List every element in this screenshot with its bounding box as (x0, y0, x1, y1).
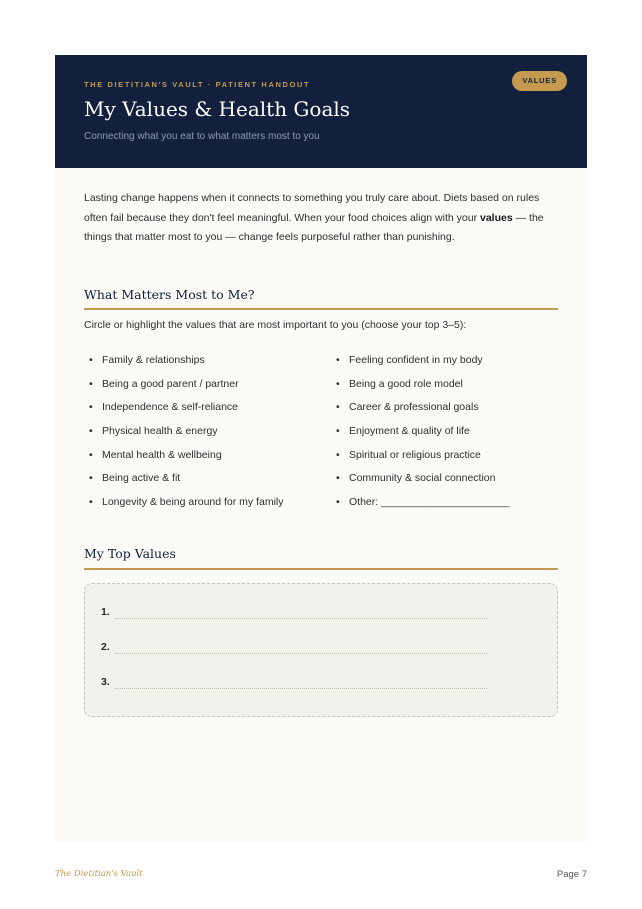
section-title-what-matters: What Matters Most to Me? (84, 287, 255, 302)
handout-page (55, 55, 587, 841)
value-item[interactable]: • Longevity & being around for my family (84, 496, 334, 520)
value-item[interactable]: • Physical health & energy (84, 425, 334, 449)
intro-paragraph (84, 189, 562, 248)
value-item[interactable]: • Independence & self-reliance (84, 401, 334, 425)
value-item[interactable]: • Enjoyment & quality of life (331, 425, 571, 449)
page-subtitle: Connecting what you eat to what matters most to you (84, 131, 320, 142)
header-eyebrow: THE DIETITIAN'S VAULT · PATIENT HANDOUT (84, 80, 311, 89)
value-item[interactable]: • Feeling confident in my body (331, 354, 571, 378)
values-list-right (331, 354, 571, 520)
header-banner (55, 55, 587, 168)
value-item[interactable]: • Spiritual or religious practice (331, 449, 571, 473)
intro-bold-values: values (480, 211, 513, 224)
intro-text-after: — the things that matter most to you — change feels purposeful rather than punishing. (84, 211, 544, 243)
write-in-line[interactable] (115, 653, 487, 654)
section-divider (84, 568, 558, 570)
footer-brand: The Dietitian's Vault (55, 869, 143, 879)
section-divider (84, 308, 558, 310)
values-list-left (84, 354, 334, 520)
value-item[interactable]: • Career & professional goals (331, 401, 571, 425)
value-item[interactable]: • Family & relationships (84, 354, 334, 378)
top-value-line-3[interactable] (101, 676, 110, 692)
value-item[interactable]: • Other: ______________________ (331, 496, 571, 520)
intro-text-before: Lasting change happens when it connects to something you truly care about. Diets based on rules often fail because they don't feel meaningful. When your food choices align with your (84, 192, 540, 224)
page-number: Page 7 (556, 869, 587, 880)
value-item[interactable]: • Community & social connection (331, 472, 571, 496)
value-item[interactable]: • Being a good role model (331, 378, 571, 402)
value-item[interactable]: • Mental health & wellbeing (84, 449, 334, 473)
top-value-line-2[interactable] (101, 641, 110, 657)
values-instruction: Circle or highlight the values that are most important to you (choose your top 3–5): (84, 319, 467, 331)
top-values-box (84, 583, 558, 717)
top-value-line-1[interactable] (101, 606, 110, 622)
top-value-number: 3. (101, 676, 110, 688)
value-item[interactable]: • Being active & fit (84, 472, 334, 496)
top-value-number: 2. (101, 641, 110, 653)
top-value-number: 1. (101, 606, 110, 618)
write-in-line[interactable] (115, 688, 487, 689)
write-in-line[interactable] (115, 618, 487, 619)
value-item[interactable]: • Being a good parent / partner (84, 378, 334, 402)
page-title: My Values & Health Goals (84, 97, 351, 121)
values-badge: VALUES (512, 71, 567, 91)
section-title-top-values: My Top Values (84, 546, 176, 561)
